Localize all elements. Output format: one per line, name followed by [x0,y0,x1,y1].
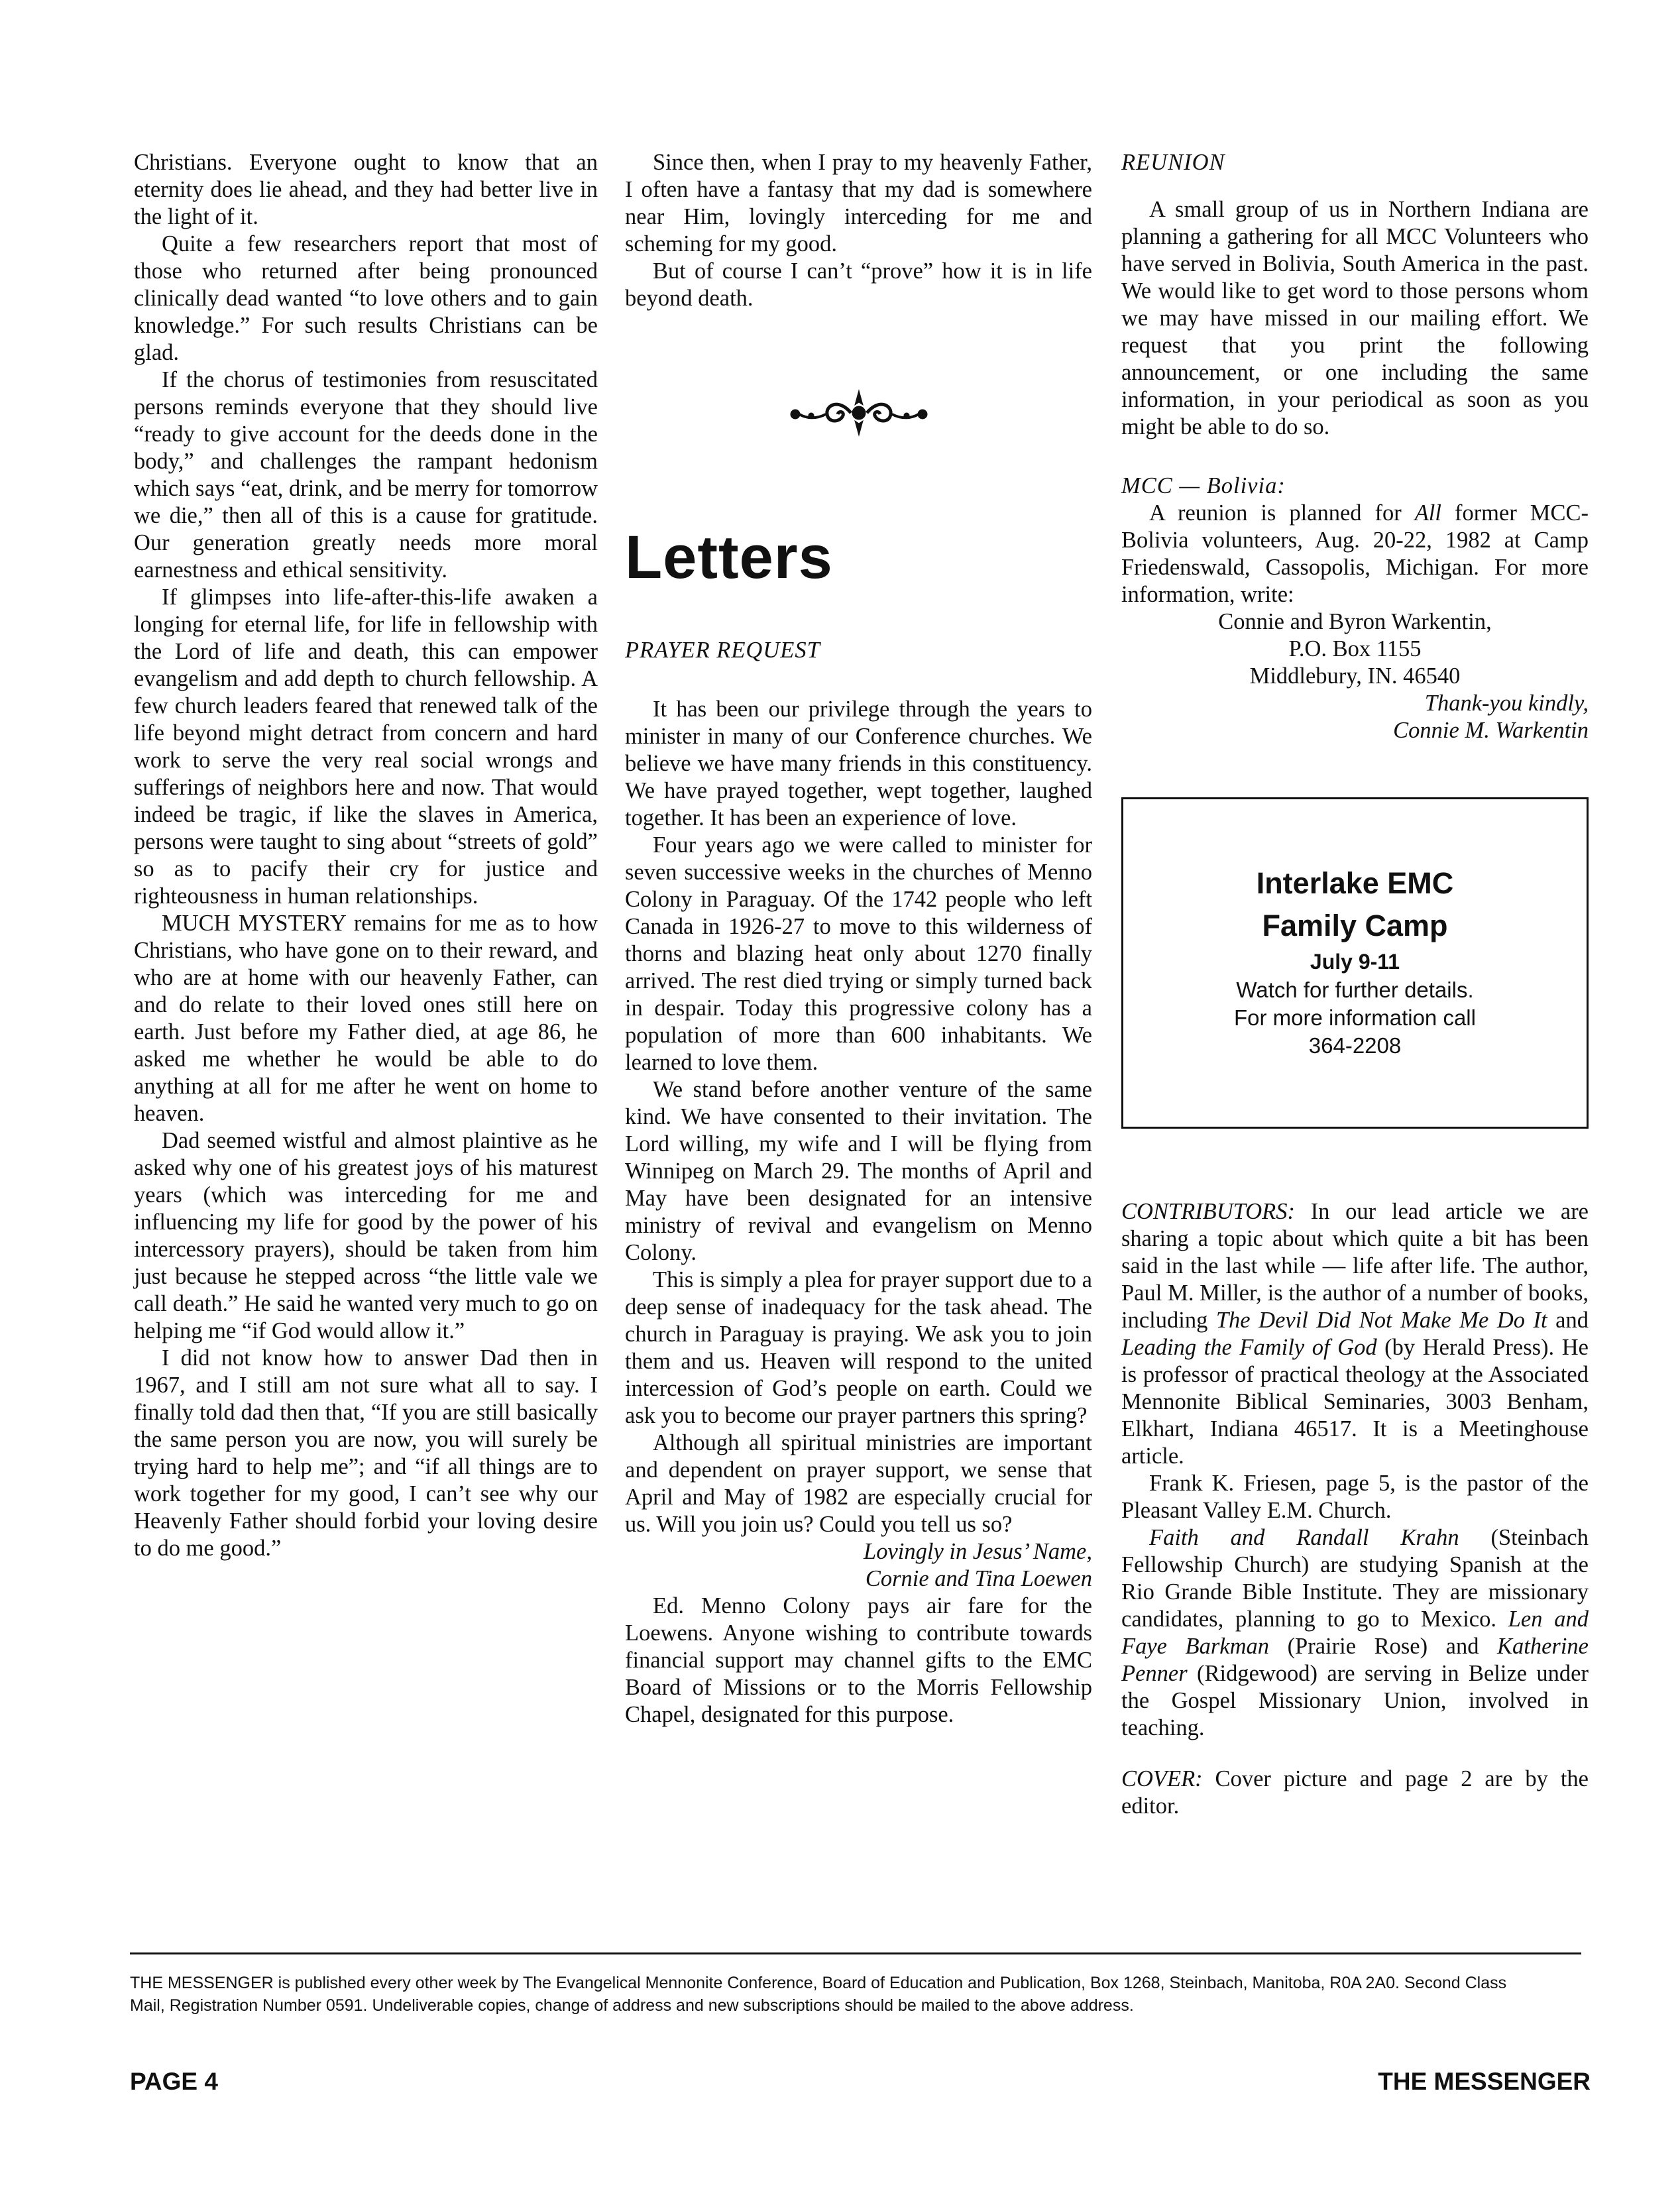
ad-detail: For more information call [1234,1005,1476,1030]
contributors-paragraph: CONTRIBUTORS: In our lead article we are sharing a topic about which quite a bit has been said in the last while — life after life. The author, Paul M. Miller, is the author of a number of books, including The Devil Did Not Make Me Do It and Leading the Family of God (by Herald Press). He is professor of practical theology at the Associated Mennonite Biblical Seminaries, 3003 Benham, Elkhart, Indiana 46517. It is a Meetinghouse article. [1121,1199,1589,1469]
letter-paragraph: It has been our privilege through the years to minister in many of our Conference churches. We believe we have many friends in this constituency. We have prayed together, wept together, laughed together. It has been an experience of love. [625,697,1092,830]
closing-signature: Connie M. Warkentin [1393,718,1589,743]
ad-title: Interlake EMC [1256,866,1454,900]
section-heading: PRAYER REQUEST [625,638,820,663]
letter-paragraph: We stand before another venture of the same kind. We have consented to their invitation. The Lord willing, my wife and I will be flying from Winnipeg on March 29. The months of April and May have been designated for an intensive ministry of revival and evangelism on Menno Colony. [625,1077,1092,1265]
publication-note: THE MESSENGER is published every other week by The Evangelical Mennonite Conference, Board of Education and Publication, Box 1268, Steinbach, Manitoba, R0A 2A0. Second Class Mail, Registration Number 0591. Undeliverable copies, change of address and new subscriptions should be mailed to the above address. [130,1974,1507,2015]
article-column-3 [1121,149,1589,1820]
contributors-paragraph: Faith and Randall Krahn (Steinbach Fellowship Church) are studying Spanish at the Rio Grande Bible Institute. They are missionary candidates, planning to go to Mexico. Len and Faye Barkman (Prairie Rose) and Katherine Penner (Ridgewood) are serving in Belize under the Gospel Missionary Union, involved in teaching. [1121,1525,1589,1740]
cover-credit: COVER: Cover picture and page 2 are by the editor. [1121,1766,1589,1819]
contributors-paragraph: Frank K. Friesen, page 5, is the pastor of the Pleasant Valley E.M. Church. [1121,1471,1589,1523]
letter-signoff: Lovingly in Jesus’ Name, [864,1539,1092,1564]
article-column-2 [625,149,1092,1728]
section-title: Letters [625,524,833,591]
announcement-paragraph: A reunion is planned for All former MCC-Bolivia volunteers, Aug. 20-22, 1982 at Camp Friedenswald, Cassopolis, Michigan. For more information, write: [1121,500,1589,607]
page-number: PAGE 4 [130,2068,218,2095]
letter-paragraph: Although all spiritual ministries are important and dependent on prayer support, we sense that April and May of 1982 are especially crucial for us. Will you join us? Could you tell us so? [625,1430,1092,1537]
article-paragraph: Dad seemed wistful and almost plaintive as he asked why one of his greatest joys of his maturest years (which was interceding for me and influencing my life for good by the power of his intercessory prayers), should be taken from him just because he stepped across “the little vale we call death.” He said he wanted very much to go on helping me “if God would allow it.” [134,1128,598,1343]
closing-line: Thank-you kindly, [1424,691,1589,716]
article-paragraph: I did not know how to answer Dad then in 1967, and I still am not sure what all to say. I finally told dad then that, “If you are still basically the same person you are now, you will surely be trying hard to help me”; and “if all things are to work together for my good, I can’t see why our Heavenly Father should forbid your loving desire to do me good.” [134,1345,598,1561]
article-paragraph: Since then, when I pray to my heavenly Father, I often have a fantasy that my dad is somewhere near Him, lovingly interceding for me and scheming for my good. [625,150,1092,256]
article-paragraph: If the chorus of testimonies from resuscitated persons reminds everyone that they should live “ready to give account for the deeds done in the body,” and challenges the rampant hedonism which says “eat, drink, and be merry for tomorrow we die,” then all of this is a cause for gratitude. Our generation greatly needs more moral earnestness and ethical sensitivity. [134,367,598,583]
article-paragraph: But of course I can’t “prove” how it is in life beyond death. [625,258,1092,311]
article-paragraph: If glimpses into life-after-this-life awaken a longing for eternal life, for life in fellowship with the Lord of life and death, this can empower evangelism and add depth to church fellowship. A few church leaders feared that renewed talk of the life beyond might detract from concern and hard work to serve the very real social wrongs and sufferings of neighbors here and now. That would indeed be tragic, if like the slaves in America, persons were taught to sing about “streets of gold” so as to pacify their cry for justice and righteousness in human relationships. [134,585,598,909]
article-column-1 [134,149,598,1562]
publication-name: THE MESSENGER [1378,2068,1591,2095]
reunion-paragraph: A small group of us in Northern Indiana are planning a gathering for all MCC Volunteers who have served in Bolivia, South America in the past. We would like to get word to those persons whom we may have missed in our mailing effort. We request that you print the following announcement, or one including the same information, in your periodical as soon as you might be able to do so. [1121,197,1589,439]
letter-paragraph: This is simply a plea for prayer support due to a deep sense of inadequacy for the task ahead. The church in Paraguay is praying. We ask you to join them and us. Heaven will respond to the united intercession of God’s people on earth. Could we ask you to become our prayer partners this spring? [625,1267,1092,1428]
editor-note: Ed. Menno Colony pays air fare for the Loewens. Anyone wishing to contribute towards financial support may channel gifts to the EMC Board of Missions or to the Morris Fellowship Chapel, designated for this purpose. [625,1593,1092,1727]
ad-dates: July 9-11 [1310,950,1400,974]
article-paragraph: MUCH MYSTERY remains for me as to how Christians, who have gone on to their reward, and who are at home with our heavenly Father, can and do relate to their loved ones still here on earth. Just before my Father died, at age 86, he asked me whether he would be able to do anything at all for me after he went on home to heaven. [134,911,598,1126]
letter-paragraph: Four years ago we were called to minister for seven successive weeks in the churches of Menno Colony in Paraguay. Of the 1742 people who left Canada in 1926-27 to move to this wilderness of thorns and blazing heat only about 1270 finally arrived. The rest died trying or simply turned back in despair. Today this progressive colony has a population of more than 600 inhabitants. We learned to love them. [625,832,1092,1075]
ad-subtitle: Family Camp [1262,909,1448,942]
letter-signature: Cornie and Tina Loewen [865,1566,1092,1591]
article-paragraph: Christians. Everyone ought to know that an eternity does lie ahead, and they had better live in the light of it. [134,150,598,229]
mailing-address: Connie and Byron Warkentin, P.O. Box 1155 Middlebury, IN. 46540 [1218,609,1492,689]
footer-rule [130,1952,1581,1954]
family-camp-ad [1121,797,1589,1129]
ornament-divider-icon [625,385,1092,445]
announcement-heading: MCC — Bolivia: [1121,473,1286,498]
article-paragraph: Quite a few researchers report that most of those who returned after being pronounced clinically dead wanted “to love others and to gain knowledge.” For such results Christians can be glad. [134,231,598,365]
ad-detail: Watch for further details. [1236,978,1474,1002]
section-heading: REUNION [1121,150,1225,175]
ad-phone: 364-2208 [1308,1033,1402,1058]
